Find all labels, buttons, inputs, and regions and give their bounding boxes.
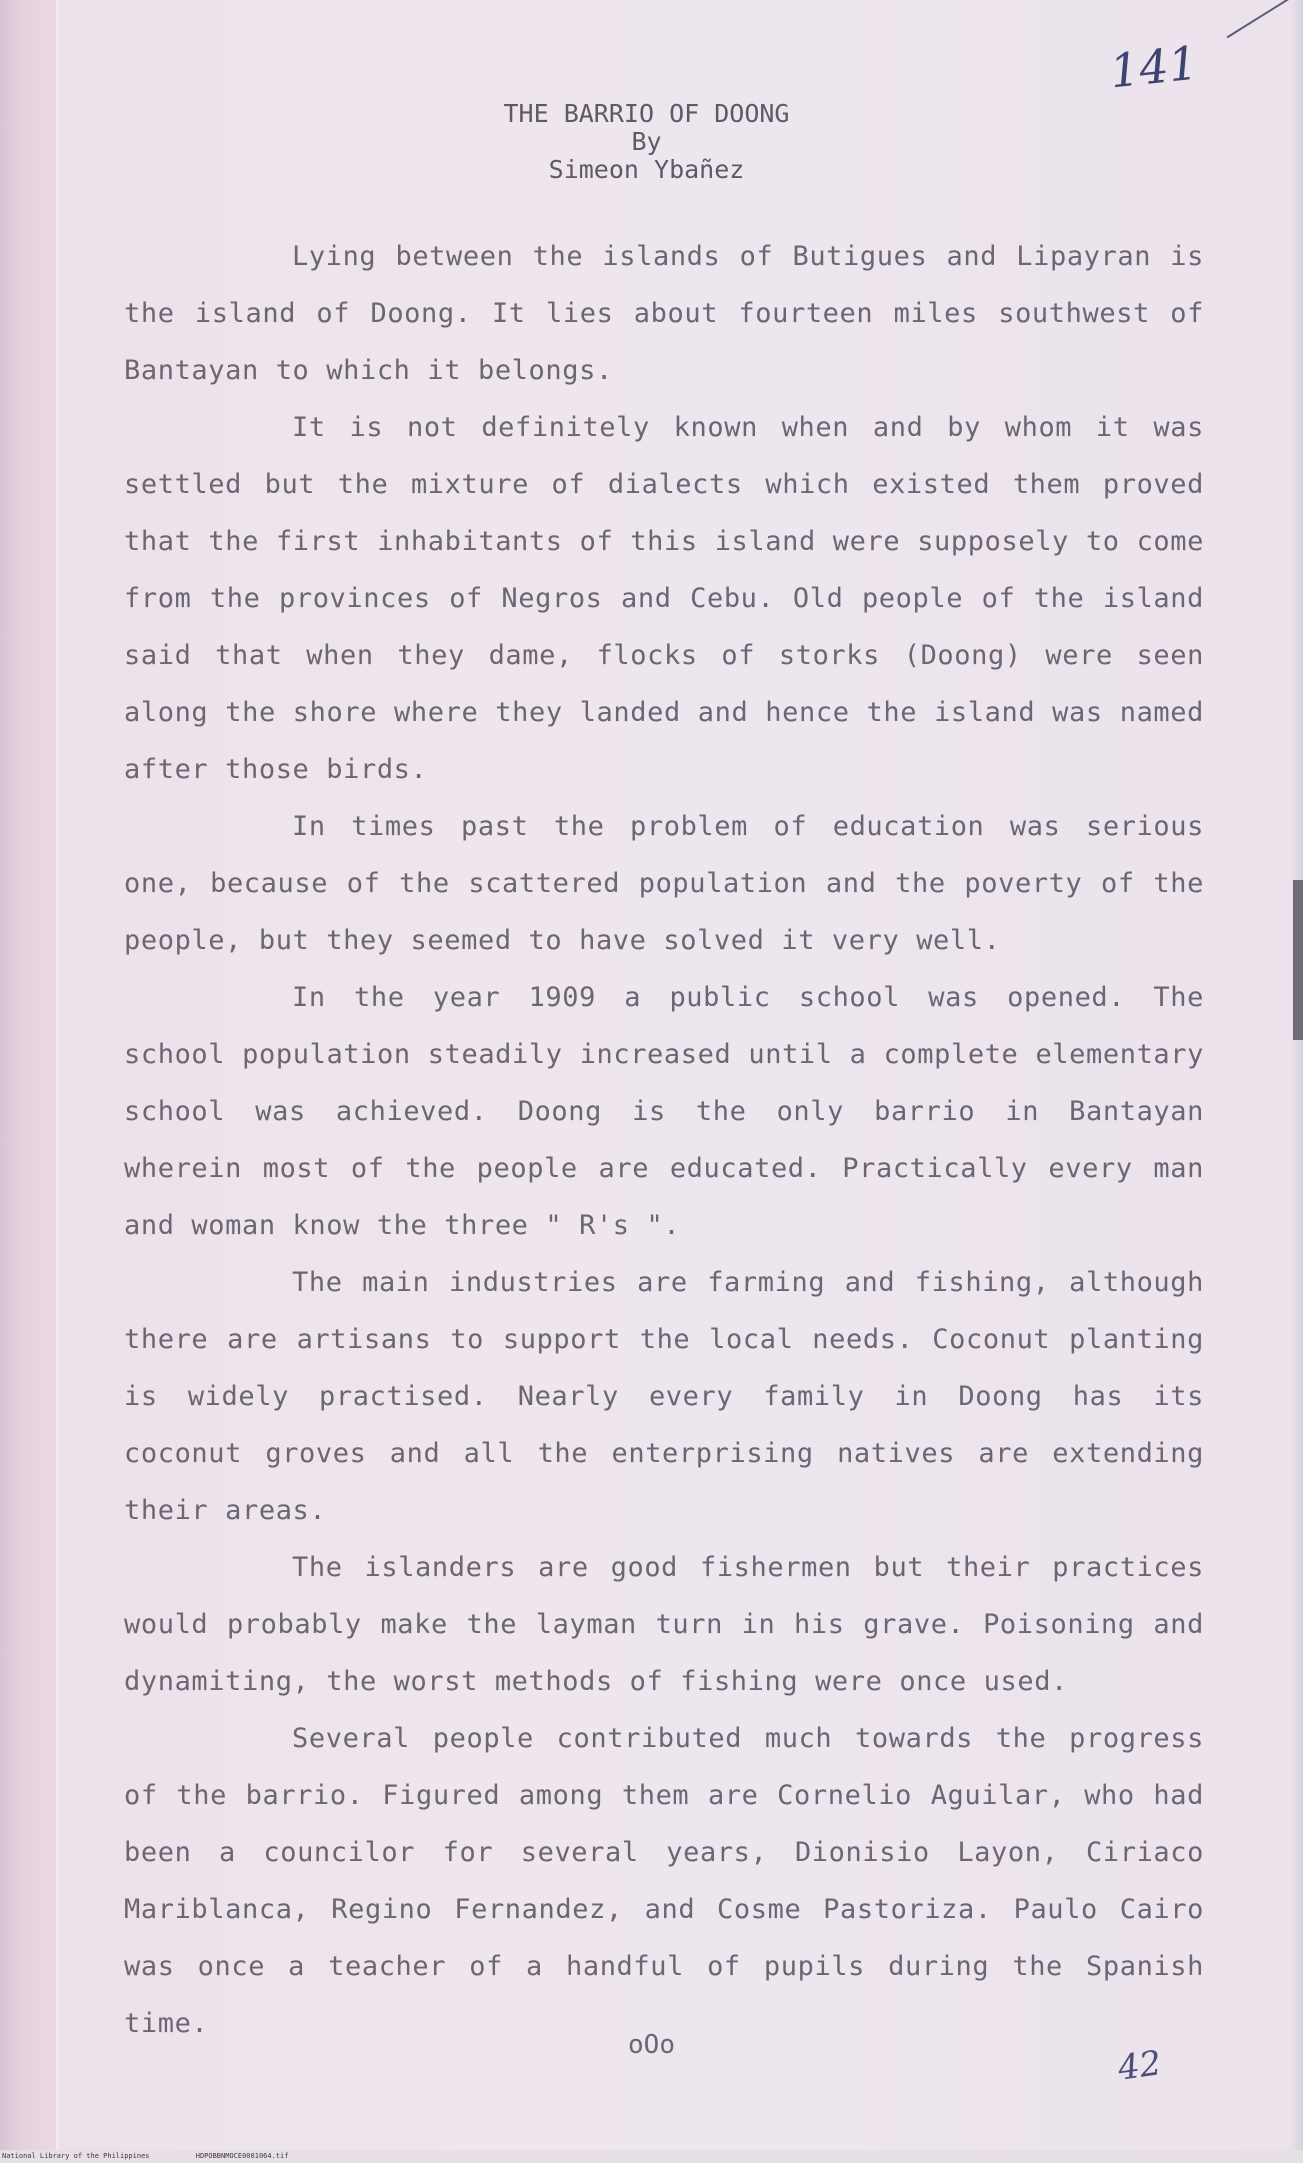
byline-label: By bbox=[631, 127, 662, 156]
scan-footer bbox=[0, 2150, 1303, 2163]
page-edge bbox=[56, 0, 59, 2163]
handwritten-page-number: 141 bbox=[1107, 35, 1201, 99]
document-body bbox=[124, 228, 1204, 2052]
document-title: THE BARRIO OF DOONG bbox=[503, 99, 790, 128]
document-header bbox=[0, 100, 1303, 184]
paragraph-industries: The main industries are farming and fishing, although there are artisans to support the local needs. Coconut planting is widely practised. Nearly every family in Doong has its coconut groves and all the enterprising natives are extending their areas. bbox=[124, 1267, 1204, 1526]
paragraph-settlement: It is not definitely known when and by whom it was settled but the mixture of dialects which existed them proved that the first inhabitants of this island were supposely to come from the provinces of Negros and Cebu. Old people of the island said that when they dame, flocks of storks (Doong) were seen along the shore where they landed and hence the island was named after those birds. bbox=[124, 412, 1204, 785]
pen-mark bbox=[1227, 0, 1296, 38]
paragraph-education-problem: In times past the problem of education was serious one, because of the scattered population and the poverty of the people, but they seemed to have solved it very well. bbox=[124, 811, 1204, 956]
page-right-edge bbox=[1291, 0, 1303, 2163]
page-tab-shadow bbox=[1293, 880, 1303, 1040]
end-mark: oOo bbox=[628, 2030, 675, 2060]
handwritten-archive-number: 42 bbox=[1115, 2043, 1164, 2089]
scan-file-name: HDPOBBNMOCE0001064.tif bbox=[195, 2152, 289, 2160]
binding-margin bbox=[0, 0, 58, 2163]
paragraph-location: Lying between the islands of Butigues and Lipayran is the island of Doong. It lies about fourteen miles southwest of Bantayan to which it belongs. bbox=[124, 241, 1204, 386]
author-name: Simeon Ybañez bbox=[548, 155, 745, 184]
library-credit: National Library of the Philippines bbox=[2, 2152, 150, 2160]
paragraph-public-school: In the year 1909 a public school was opened. The school population steadily increased until a complete elementary school was achieved. Doong is the only barrio in Bantayan wherein most of the people are educated. Practically every man and woman know the three " R's ". bbox=[124, 982, 1204, 1241]
paragraph-fishing: The islanders are good fishermen but their practices would probably make the layman turn in his grave. Poisoning and dynamiting, the worst methods of fishing were once used. bbox=[124, 1552, 1204, 1697]
paragraph-contributors: Several people contributed much towards the progress of the barrio. Figured among them are Cornelio Aguilar, who had been a councilor for several years, Dionisio Layon, Ciriaco Mariblanca, Regino Fernandez, and Cosme Pastoriza. Paulo Cairo was once a teacher of a handful of pupils during the Spanish time. bbox=[124, 1723, 1204, 2039]
